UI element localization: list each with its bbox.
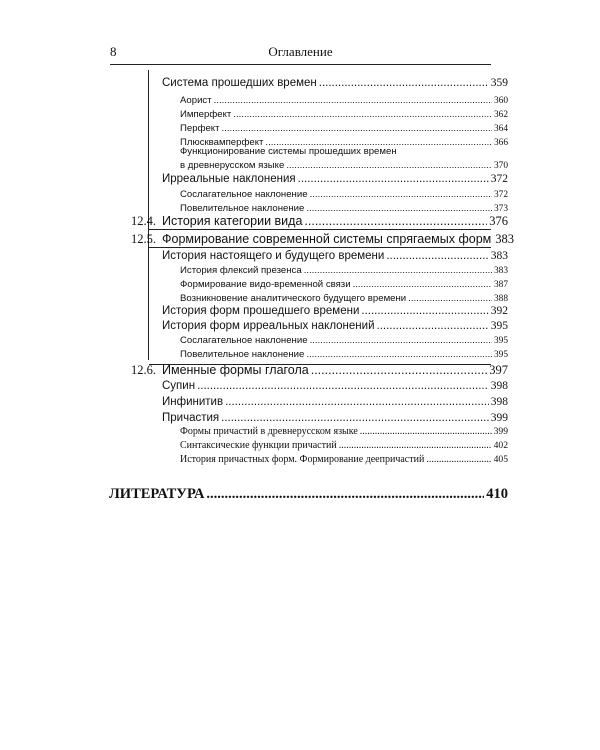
toc-entry[interactable]: в древнерусском языке ..... 370 (180, 160, 508, 171)
toc-entry[interactable]: Формирование видо-временной связи ..... 387 (180, 279, 508, 290)
toc-literature[interactable]: ЛИТЕРАТУРА ..... 410 (109, 486, 508, 503)
toc-entry[interactable]: Сослагательное наклонение ..... 395 (180, 335, 508, 346)
toc-entry-first-line: Функционирование системы прошедших времен (180, 146, 397, 157)
toc-entry[interactable]: История флексий презенса ..... 383 (180, 265, 508, 276)
toc-entry[interactable]: Инфинитив ..... 398 (162, 396, 508, 408)
page-number: 8 (110, 44, 117, 59)
toc-entry[interactable]: Возникновение аналитического будущего времени ..... 388 (180, 293, 508, 304)
toc-entry[interactable]: Перфект ..... 364 (180, 123, 508, 134)
toc-entry[interactable]: Плюсквамперфект ..... 366 (180, 137, 508, 148)
running-head: Оглавление (268, 44, 333, 59)
toc-entry[interactable]: История форм ирреальных наклонений ..... 395 (162, 320, 508, 332)
toc-entry[interactable]: История настоящего и будущего времени ..... 383 (162, 250, 508, 262)
toc-entry[interactable]: Повелительное наклонение ..... 395 (180, 349, 508, 360)
toc-entry[interactable]: Причастия ..... 399 (162, 412, 508, 424)
toc-section[interactable]: 12.6. Именные формы глагола ..... 397 (131, 363, 508, 378)
toc-entry[interactable]: Формы причастий в древнерусском языке ..... 399 (180, 426, 508, 437)
toc-separator-line (149, 247, 491, 248)
page-header (110, 42, 491, 65)
toc-entry[interactable]: История причастных форм. Формирование деепричастий ..... 405 (180, 454, 508, 465)
toc-entry[interactable]: Система прошедших времен ..... 359 (162, 77, 508, 89)
toc-entry[interactable]: Повелительное наклонение ..... 373 (180, 203, 508, 214)
toc-section[interactable]: 12.4. История категории вида ..... 376 (131, 214, 508, 229)
toc-separator-line (149, 229, 491, 230)
toc-entry[interactable]: Сослагательное наклонение ..... 372 (180, 189, 508, 200)
toc-entry[interactable]: История форм прошедшего времени ..... 392 (162, 305, 508, 317)
toc-entry[interactable]: Ирреальные наклонения ..... 372 (162, 173, 508, 185)
toc-entry[interactable]: Аорист ..... 360 (180, 95, 508, 106)
toc-entry[interactable]: Синтаксические функции причастий ..... 402 (180, 440, 508, 451)
toc-entry[interactable]: Имперфект ..... 362 (180, 109, 508, 120)
toc-entry[interactable]: Супин ..... 398 (162, 380, 508, 392)
toc-section[interactable]: 12.5. Формирование современной системы спрягаемых форм 383 (131, 232, 514, 246)
